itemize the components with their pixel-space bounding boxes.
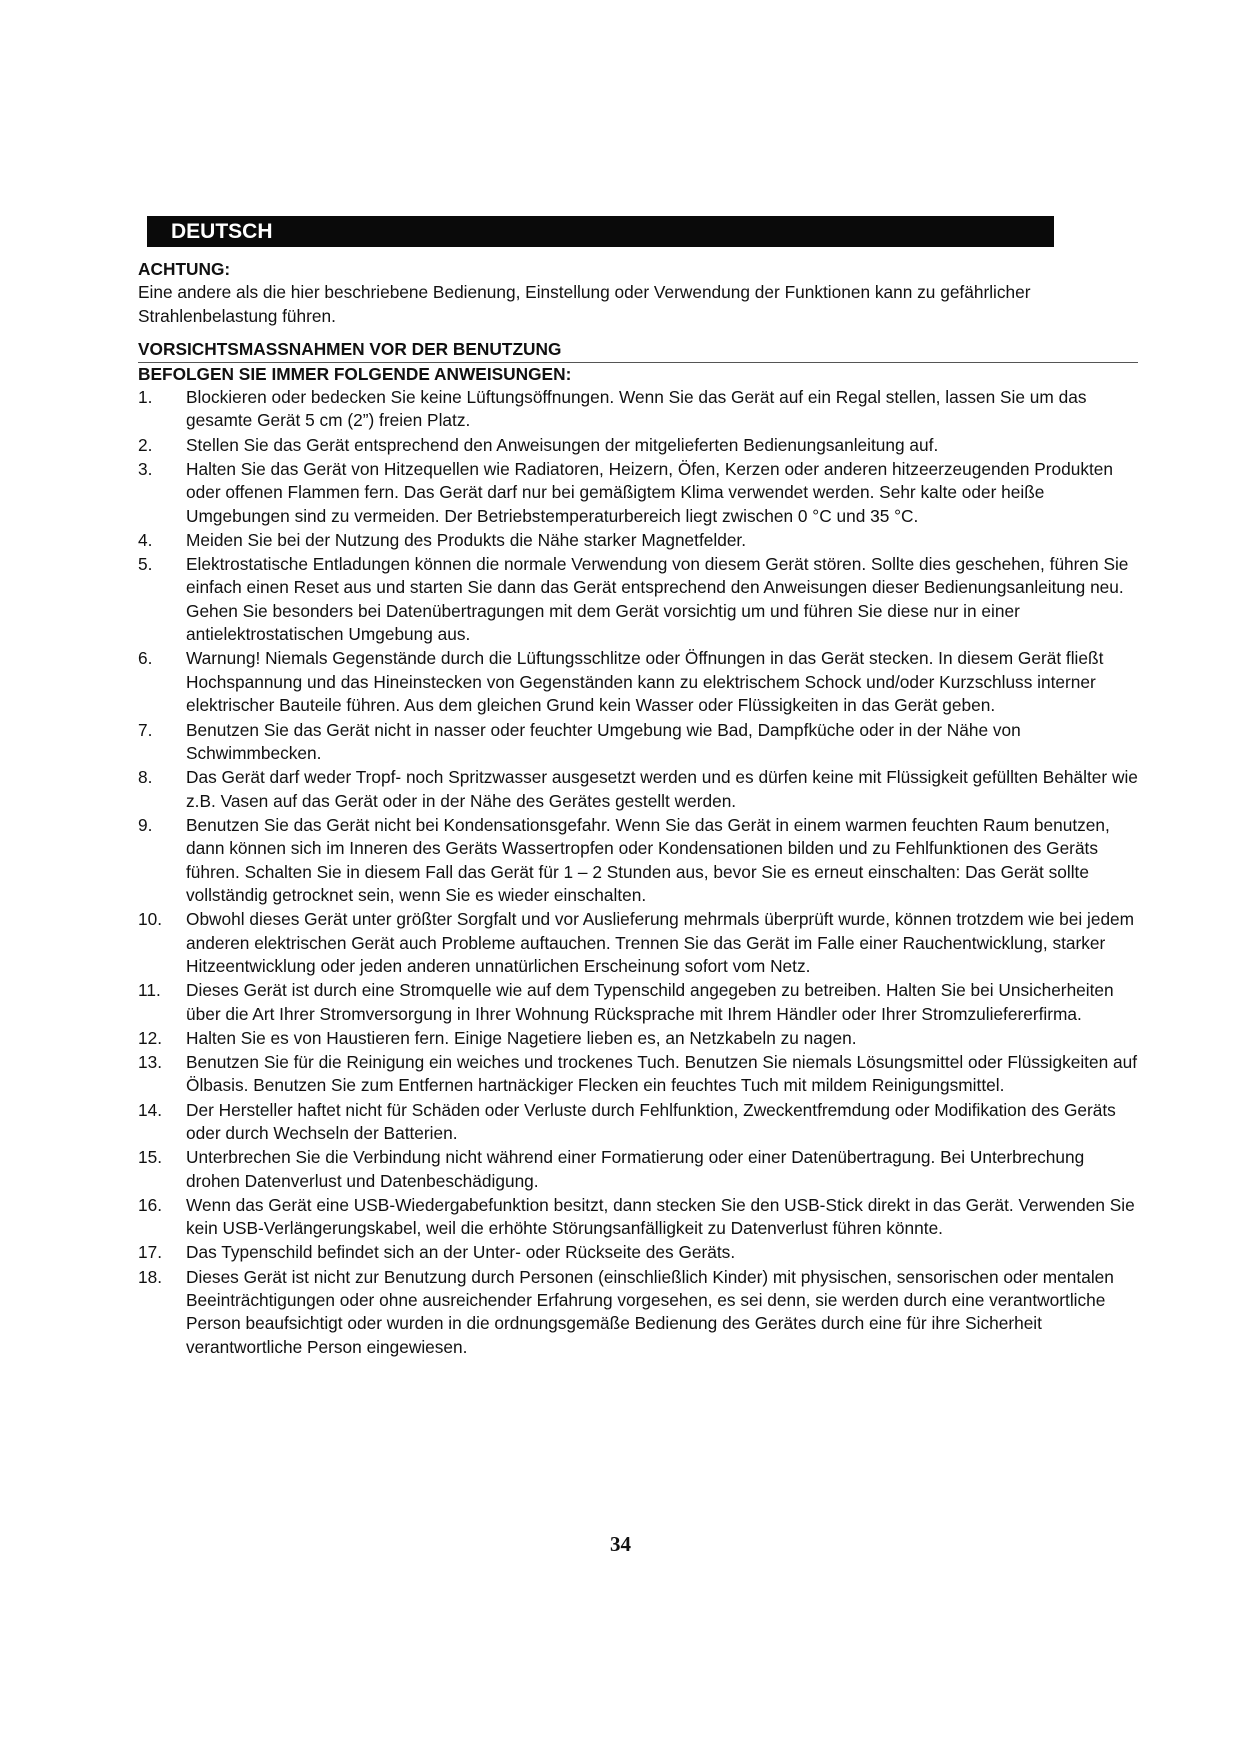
item-number: 10.: [138, 909, 163, 930]
list-item: [138, 1146, 1138, 1193]
item-text: Benutzen Sie für die Reinigung ein weiches und trockenes Tuch. Benutzen Sie niemals Lösungsmittel oder Flüssigkeiten auf Ölbasis. Benutzen Sie zum Entfernen hartnäckiger Flecken ein feuchtes Tuch mit mildem Reinigungsmittel.: [186, 1051, 1138, 1096]
list-item: [138, 1241, 1138, 1264]
item-number: 11.: [138, 980, 161, 1001]
item-number: 18.: [138, 1266, 163, 1287]
list-item: [138, 386, 1138, 433]
item-text: Wenn das Gerät eine USB-Wiedergabefunktion besitzt, dann stecken Sie den USB-Stick direkt in das Gerät. Verwenden Sie kein USB-Verlängerungskabel, weil die erhöhte Störungsanfälligkeit zu Datenverlust führen könnte.: [186, 1194, 1135, 1239]
list-item: [138, 1194, 1138, 1241]
warning-text: Eine andere als die hier beschriebene Bedienung, Einstellung oder Verwendung der Funktionen kann zu gefährlicher Strahlenbelastung führen.: [138, 282, 1031, 326]
list-item: [138, 1051, 1138, 1098]
item-number: 1.: [138, 387, 153, 408]
item-number: 16.: [138, 1194, 163, 1215]
item-text: Dieses Gerät ist durch eine Stromquelle wie auf dem Typenschild angegeben zu betreiben. Halten Sie bei Unsicherheiten über die Art Ihrer Stromversorgung in Ihrer Wohnung Rücksprache mit Ihrem Händler oder Ihrer Stromzuliefererfirma.: [186, 980, 1114, 1024]
document-body: [138, 258, 1138, 1360]
language-header-bar: [147, 216, 1054, 247]
list-item: [138, 814, 1138, 908]
item-text: Stellen Sie das Gerät entsprechend den Anweisungen der mitgelieferten Bedienungsanleitung auf.: [186, 434, 939, 455]
item-text: Halten Sie das Gerät von Hitzequellen wie Radiatoren, Heizern, Öfen, Kerzen oder anderen hitzeerzeugenden Produkten oder offenen Flammen fern. Das Gerät darf nur bei gemäßigtem Klima verwendet werden. Sehr kalte oder heiße Umgebungen sind zu vermeiden. Der Betriebstemperaturbereich liegt zwischen 0 °C und 35 °C.: [186, 458, 1114, 526]
item-number: 9.: [138, 814, 153, 835]
item-number: 6.: [138, 648, 153, 669]
list-item: [138, 1266, 1138, 1360]
list-item: [138, 529, 1138, 552]
instruction-list: [138, 386, 1138, 1359]
list-item: [138, 553, 1138, 647]
item-text: Obwohl dieses Gerät unter größter Sorgfalt und vor Auslieferung mehrmals überprüft wurde, können trotzdem wie bei jedem anderen elektrischen Gerät auch Probleme auftauchen. Trennen Sie das Gerät im Falle einer Rauchentwicklung, starker Hitzeentwicklung oder jeden anderen unnatürlichen Erscheinung sofort vom Netz.: [186, 909, 1135, 976]
item-text: Dieses Gerät ist nicht zur Benutzung durch Personen (einschließlich Kinder) mit physischen, sensorischen oder mentalen Beeinträchtigungen oder ohne ausreichender Erfahrung vorgesehen, es sei denn, sie werden durch eine verantwortliche Person beaufsichtigt oder wurden in die ordnungsgemäße Bedienung des Gerätes durch eine für ihre Sicherheit verantwortliche Person eingewiesen.: [186, 1266, 1114, 1357]
item-text: Der Hersteller haftet nicht für Schäden oder Verluste durch Fehlfunktion, Zweckentfremdung oder Modifikation des Geräts oder durch Wechseln der Batterien.: [186, 1099, 1116, 1143]
list-item: [138, 1027, 1138, 1050]
item-number: 7.: [138, 719, 153, 740]
list-item: [138, 766, 1138, 813]
item-number: 4.: [138, 529, 153, 550]
language-label: DEUTSCH: [171, 220, 273, 243]
page-number: 34: [610, 1532, 631, 1556]
item-number: 5.: [138, 554, 153, 575]
item-text: Blockieren oder bedecken Sie keine Lüftungsöffnungen. Wenn Sie das Gerät auf ein Regal stellen, lassen Sie um das gesamte Gerät 5 cm (2”) freien Platz.: [186, 387, 1087, 431]
item-number: 13.: [138, 1051, 163, 1072]
list-item: [138, 719, 1138, 766]
list-item: [138, 647, 1138, 717]
item-text: Unterbrechen Sie die Verbindung nicht während einer Formatierung oder einer Datenübertragung. Bei Unterbrechung drohen Datenverlust und Datenbeschädigung.: [186, 1147, 1085, 1191]
item-text: Das Gerät darf weder Tropf- noch Spritzwasser ausgesetzt werden und es dürfen keine mit Flüssigkeit gefüllten Behälter wie z.B. Vasen auf das Gerät oder in der Nähe des Gerätes gestellt werden.: [186, 767, 1138, 811]
list-item: [138, 1099, 1138, 1146]
item-text: Benutzen Sie das Gerät nicht bei Kondensationsgefahr. Wenn Sie das Gerät in einem warmen feuchten Raum benutzen, dann können sich im Inneren des Geräts Wassertropfen oder Kondensationen bilden und zu Fehlfunktionen des Geräts führen. Schalten Sie in diesem Fall das Gerät für 1 – 2 Stunden aus, bevor Sie es erneut einschalten: Das Gerät sollte vollständig getrocknet sein, wenn Sie es wieder einschalten.: [186, 814, 1110, 905]
list-item: [138, 458, 1138, 528]
item-text: Benutzen Sie das Gerät nicht in nasser oder feuchter Umgebung wie Bad, Dampfküche oder in der Nähe von Schwimmbecken.: [186, 719, 1021, 763]
list-item: [138, 908, 1138, 978]
item-number: 2.: [138, 434, 153, 455]
item-text: Warnung! Niemals Gegenstände durch die Lüftungsschlitze oder Öffnungen in das Gerät stecken. In diesem Gerät fließt Hochspannung und das Hineinstecken von Gegenständen kann zu elektrischem Schock und/oder Kurzschluss interner elektrischer Bauteile führen. Aus dem gleichen Grund kein Wasser oder Flüssigkeiten in das Gerät geben.: [186, 648, 1104, 716]
item-number: 17.: [138, 1242, 163, 1263]
section-heading: VORSICHTSMASSNAHMEN VOR DER BENUTZUNG: [138, 338, 1138, 362]
item-text: Halten Sie es von Haustieren fern. Einige Nagetiere lieben es, an Netzkabeln zu nagen.: [186, 1027, 857, 1048]
item-number: 8.: [138, 767, 153, 788]
list-item: [138, 434, 1138, 457]
item-number: 14.: [138, 1099, 163, 1120]
item-text: Das Typenschild befindet sich an der Unter- oder Rückseite des Geräts.: [186, 1242, 736, 1263]
warning-label: ACHTUNG:: [138, 259, 231, 279]
list-item: [138, 979, 1138, 1026]
item-text: Meiden Sie bei der Nutzung des Produkts die Nähe starker Magnetfelder.: [186, 529, 747, 550]
sub-heading: BEFOLGEN SIE IMMER FOLGENDE ANWEISUNGEN:: [138, 363, 572, 384]
item-number: 12.: [138, 1027, 163, 1048]
item-text: Elektrostatische Entladungen können die normale Verwendung von diesem Gerät stören. Sollte dies geschehen, führen Sie einfach einen Reset aus und starten Sie dann das Gerät entsprechend den Anweisungen dieser Bedienungsanleitung neu. Gehen Sie besonders bei Datenübertragungen mit dem Gerät vorsichtig um und führen Sie diese nur in einer antielektrostatischen Umgebung aus.: [186, 554, 1129, 645]
item-number: 3.: [138, 458, 153, 479]
item-number: 15.: [138, 1147, 163, 1168]
